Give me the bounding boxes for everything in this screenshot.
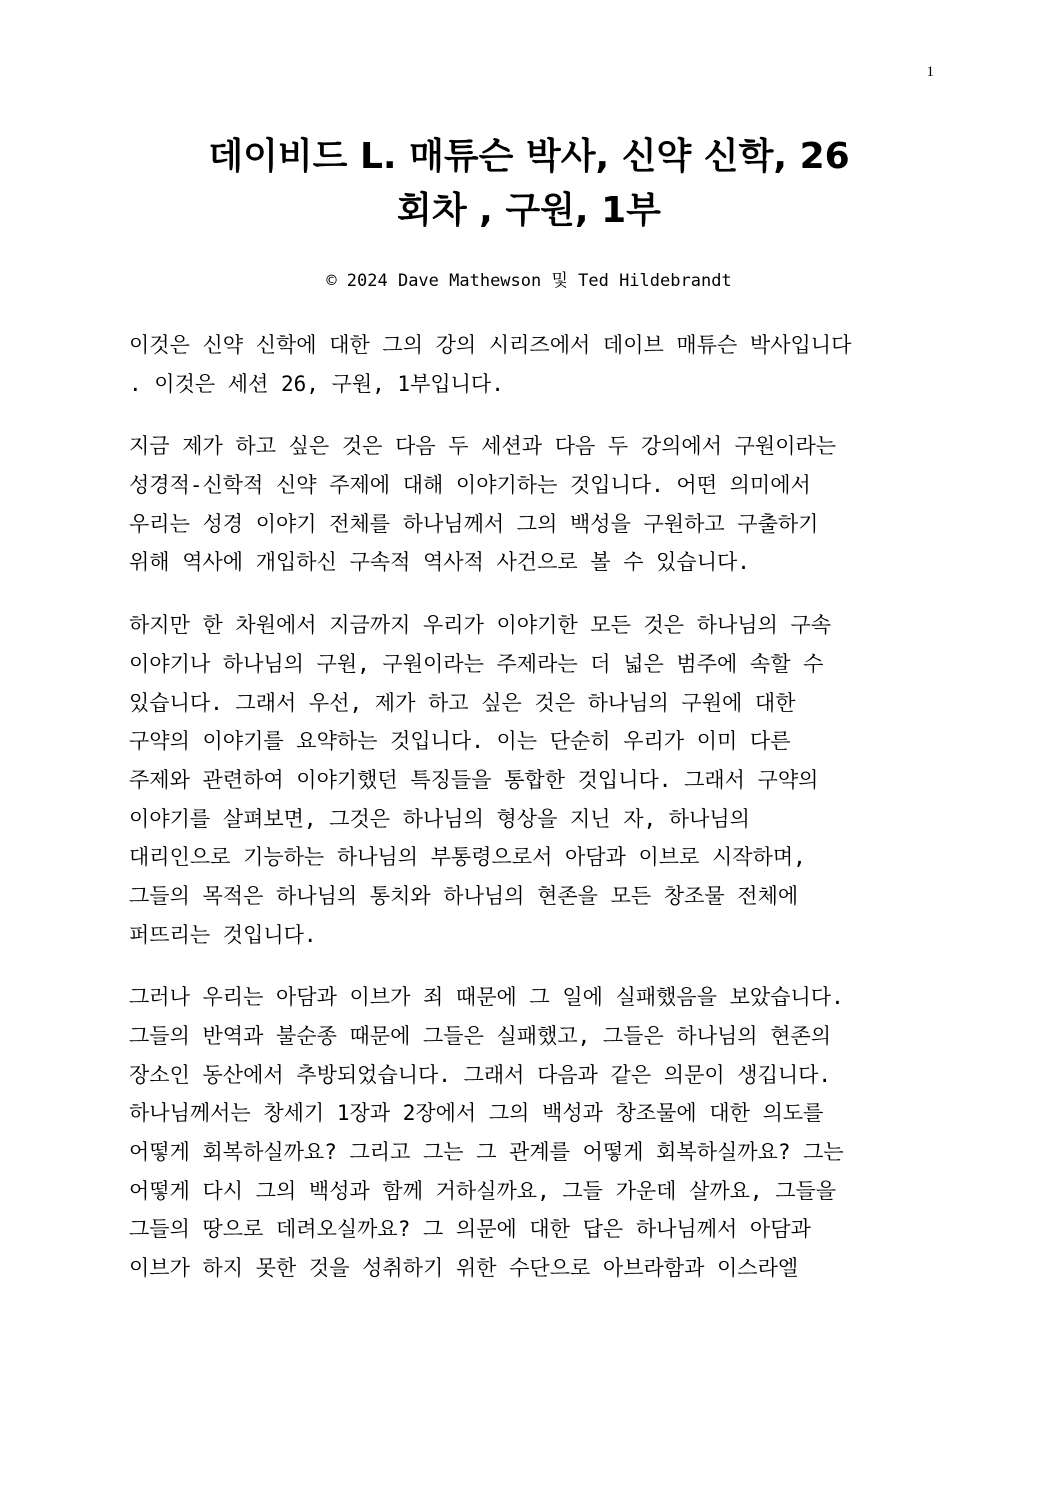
title-line-1: 데이비드 L. 매튜슨 박사, 신약 신학, 26: [208, 136, 850, 177]
text-line: 이것은 신약 신학에 대한 그의 강의 시리즈에서 데이브 매튜슨 박사입니다: [129, 333, 852, 357]
text-line: 주제와 관련하여 이야기했던 특징들을 통합한 것입니다. 그래서 구약의: [129, 767, 819, 792]
paragraph-1: [129, 326, 929, 403]
paragraph-4: [129, 978, 929, 1288]
text-line: 있습니다. 그래서 우선, 제가 하고 싶은 것은 하나님의 구원에 대한: [129, 690, 796, 715]
text-line: 지금 제가 하고 싶은 것은 다음 두 세션과 다음 두 강의에서 구원이라는: [129, 434, 837, 459]
text-line: 위해 역사에 개입하신 구속적 역사적 사건으로 볼 수 있습니다.: [129, 550, 750, 575]
text-line: 퍼뜨리는 것입니다.: [129, 922, 317, 947]
text-line: 그들의 땅으로 데려오실까요? 그 의문에 대한 답은 하나님께서 아담과: [129, 1217, 811, 1242]
text-line: 장소인 동산에서 추방되었습니다. 그래서 다음과 같은 의문이 생깁니다.: [129, 1062, 832, 1087]
text-line: 대리인으로 기능하는 하나님의 부통령으로서 아담과 이브로 시작하며,: [129, 845, 806, 870]
document-body: [129, 326, 929, 1312]
page-number: 1: [926, 64, 934, 80]
text-line: 그들의 반역과 불순종 때문에 그들은 실패했고, 그들은 하나님의 현존의: [129, 1024, 832, 1048]
text-line: 우리는 성경 이야기 전체를 하나님께서 그의 백성을 구원하고 구출하기: [129, 511, 819, 536]
text-line: 구약의 이야기를 요약하는 것입니다. 이는 단순히 우리가 이미 다른: [129, 729, 791, 754]
text-line: 이야기를 살펴보면, 그것은 하나님의 형상을 지닌 자, 하나님의: [129, 806, 750, 831]
paragraph-3: [129, 606, 929, 954]
text-line: 이브가 하지 못한 것을 성취하기 위한 수단으로 아브라함과 이스라엘: [129, 1256, 799, 1281]
text-line: 그러나 우리는 아담과 이브가 죄 때문에 그 일에 실패했음을 보았습니다.: [129, 985, 844, 1010]
text-line: 하지만 한 차원에서 지금까지 우리가 이야기한 모든 것은 하나님의 구속: [129, 613, 832, 638]
text-line: 어떻게 다시 그의 백성과 함께 거하실까요, 그들 가운데 살까요, 그들을: [129, 1178, 837, 1203]
title-line-2: 회차 , 구원, 1부: [397, 190, 661, 231]
document-title: [100, 130, 958, 238]
paragraph-2: [129, 427, 929, 582]
text-line: 어떻게 회복하실까요? 그리고 그는 그 관계를 어떻게 회복하실까요? 그는: [129, 1140, 844, 1165]
text-line: . 이것은 세션 26, 구원, 1부입니다.: [129, 371, 504, 396]
text-line: 성경적-신학적 신약 주제에 대해 이야기하는 것입니다. 어떤 의미에서: [129, 473, 811, 498]
text-line: 하나님께서는 창세기 1장과 2장에서 그의 백성과 창조물에 대한 의도를: [129, 1101, 824, 1126]
text-line: 이야기나 하나님의 구원, 구원이라는 주제라는 더 넓은 범주에 속할 수: [129, 651, 824, 676]
copyright-line: © 2024 Dave Mathewson 및 Ted Hildebrandt: [326, 271, 732, 291]
text-line: 그들의 목적은 하나님의 통치와 하나님의 현존을 모든 창조물 전체에: [129, 883, 799, 908]
